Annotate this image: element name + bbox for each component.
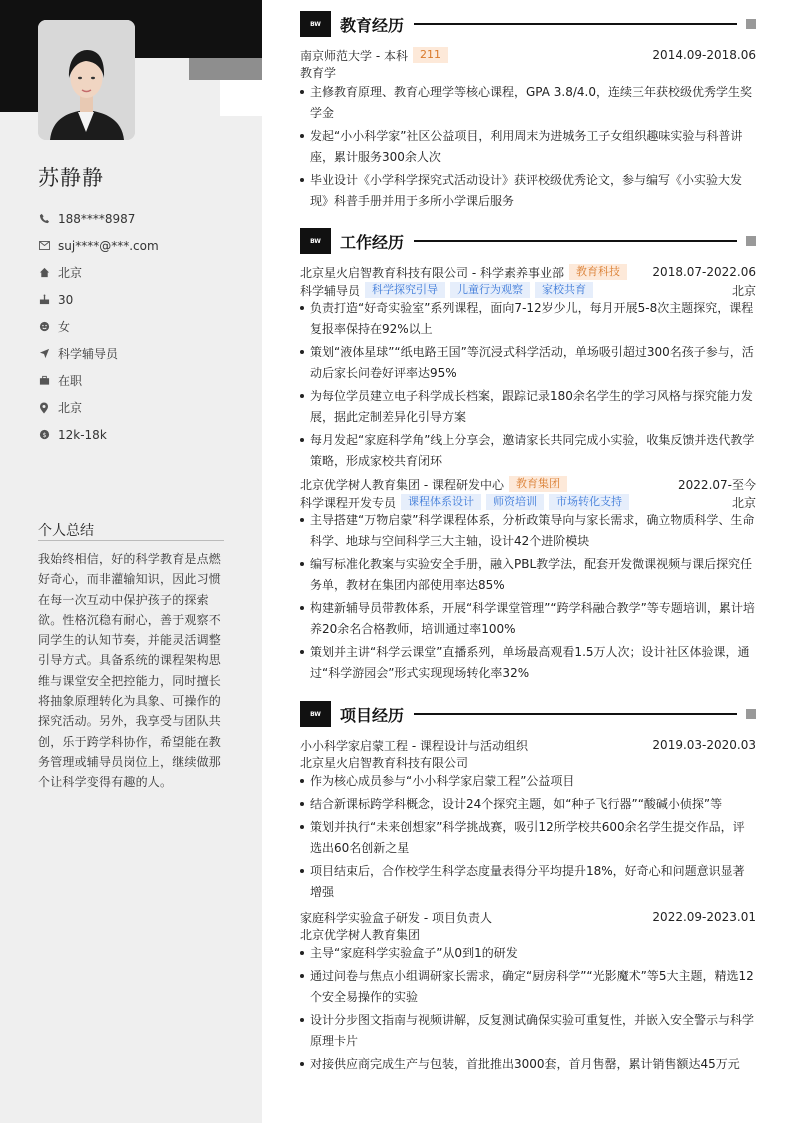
info-location bbox=[38, 394, 248, 421]
contact-info bbox=[38, 205, 248, 448]
section-divider bbox=[414, 713, 737, 715]
project-row bbox=[300, 908, 756, 926]
list-item: 主导搭建“万物启蒙”科学课程体系，分析政策导向与家长需求，确立物质科学、生命科学、地球与空间科学三大主轴，设计42个进阶模块 bbox=[300, 510, 756, 552]
phone-icon bbox=[38, 213, 50, 225]
info-home bbox=[38, 259, 248, 286]
skill-tag: 市场转化支持 bbox=[549, 494, 629, 510]
list-item: 编写标准化教案与实验安全手册，融入PBL教学法，配套开发微课视频与课后探究任务单，教材在集团内部使用率达85% bbox=[300, 554, 756, 596]
industry-tag: 教育科技 bbox=[569, 264, 627, 280]
section-badge: BW bbox=[300, 11, 331, 37]
job-role: 科学辅导员 bbox=[300, 283, 361, 298]
info-text: 北京 bbox=[58, 266, 83, 280]
info-text: 科学辅导员 bbox=[58, 347, 119, 361]
info-text: 北京 bbox=[58, 401, 83, 415]
info-text: 在职 bbox=[58, 374, 83, 388]
project-row bbox=[300, 736, 756, 754]
project-date: 2019.03-2020.03 bbox=[652, 738, 756, 752]
info-text: 女 bbox=[58, 320, 71, 334]
info-text: 12k-18k bbox=[58, 427, 107, 442]
summary-divider bbox=[38, 540, 224, 541]
info-email bbox=[38, 232, 248, 259]
education-section-header bbox=[300, 11, 756, 37]
company-name: 北京星火启智教育科技有限公司 - 科学素养事业部 bbox=[300, 265, 564, 280]
industry-tag: 教育集团 bbox=[509, 476, 567, 492]
job-city: 北京 bbox=[731, 283, 756, 298]
job-role-row bbox=[300, 493, 756, 511]
section-marker bbox=[746, 19, 756, 29]
skill-tag: 课程体系设计 bbox=[401, 494, 481, 510]
section-divider bbox=[414, 23, 737, 25]
list-item: 策划并执行“未来创想家”科学挑战赛，吸引12所学校共600余名学生提交作品，评选出60名创新之星 bbox=[300, 817, 756, 859]
project-org: 北京星火启智教育科技有限公司 bbox=[300, 756, 469, 770]
project-name: 小小科学家启蒙工程 - 课程设计与活动组织 bbox=[300, 738, 528, 753]
list-item: 主修教育原理、教育心理学等核心课程，GPA 3.8/4.0，连续三年获校级优秀学生奖学金 bbox=[300, 82, 756, 124]
info-text: suj****@***.com bbox=[58, 238, 159, 253]
summary-title: 个人总结 bbox=[38, 523, 94, 539]
candidate-name: 苏静静 bbox=[38, 166, 104, 190]
work-section-header bbox=[300, 228, 756, 254]
education-date: 2014.09-2018.06 bbox=[652, 48, 756, 62]
info-text: 188****8987 bbox=[58, 211, 136, 226]
education-row bbox=[300, 46, 756, 64]
info-gender bbox=[38, 313, 248, 340]
list-item: 作为核心成员参与“小小科学家启蒙工程”公益项目 bbox=[300, 771, 756, 792]
section-divider bbox=[414, 240, 737, 242]
major: 教育学 bbox=[300, 66, 337, 80]
summary-text: 我始终相信，好的科学教育是点燃好奇心，而非灌输知识，因此习惯在每一次互动中保护孩子的探索欲。性格沉稳有耐心，善于观察不同学生的认知节奏，并能灵活调整引导方式。具备系统的课程架构思维与课堂安全把控能力，同时擅长将抽象原理转化为具象、可操作的探究活动。另外，我享受与团队共创，乐于跨学科协作，希望能在教务管理或辅导员岗位上，继续做那个让科学变得有趣的人。 bbox=[38, 552, 222, 790]
salary-icon bbox=[38, 429, 50, 441]
education-bullets bbox=[300, 82, 756, 214]
skill-tag: 师资培训 bbox=[486, 494, 544, 510]
skill-tag: 儿童行为观察 bbox=[450, 282, 530, 298]
header-accent-bar bbox=[189, 58, 262, 80]
list-item: 策划并主讲“科学云课堂”直播系列，单场最高观看1.5万人次；设计社区体验课，通过“科学游园会”形式实现现场转化率32% bbox=[300, 642, 756, 684]
list-item: 每月发起“家庭科学角”线上分享会，邀请家长共同完成小实验，收集反馈并迭代教学策略，形成家校共育闭环 bbox=[300, 430, 756, 472]
list-item: 主导“家庭科学实验盒子”从0到1的研发 bbox=[300, 943, 756, 964]
header-decoration bbox=[0, 58, 38, 112]
svg-text:$: $ bbox=[41, 430, 47, 439]
list-item: 毕业设计《小学科学探究式活动设计》获评校级优秀论文，参与编写《小实验大发现》科普手册并用于多所小学课后服务 bbox=[300, 170, 756, 212]
cake-icon bbox=[38, 294, 50, 306]
section-title: 工作经历 bbox=[340, 232, 405, 252]
info-text: 30 bbox=[58, 292, 74, 307]
skill-tag: 家校共育 bbox=[535, 282, 593, 298]
gender-icon bbox=[38, 321, 50, 333]
info-age bbox=[38, 286, 248, 313]
project-org: 北京优学树人教育集团 bbox=[300, 928, 421, 942]
list-item: 发起“小小科学家”社区公益项目，利用周末为进城务工子女组织趣味实验与科普讲座，累计服务300余人次 bbox=[300, 126, 756, 168]
email-icon bbox=[38, 240, 50, 252]
info-phone bbox=[38, 205, 248, 232]
job-role-row bbox=[300, 281, 756, 299]
list-item: 构建新辅导员带教体系，开展“科学课堂管理”“跨学科融合教学”等专题培训，累计培养20余名合格教师，培训通过率100% bbox=[300, 598, 756, 640]
location-icon bbox=[38, 402, 50, 414]
project-name: 家庭科学实验盒子研发 - 项目负责人 bbox=[300, 910, 492, 925]
company-name: 北京优学树人教育集团 - 课程研发中心 bbox=[300, 477, 504, 492]
section-title: 项目经历 bbox=[340, 705, 405, 725]
school-tag: 211 bbox=[413, 47, 448, 63]
info-status bbox=[38, 367, 248, 394]
job-date: 2018.07-2022.06 bbox=[652, 265, 756, 279]
project-bullets bbox=[300, 943, 756, 1077]
send-icon bbox=[38, 348, 50, 360]
list-item: 结合新课标跨学科概念，设计24个探究主题，如“种子飞行器”“酸碱小侦探”等 bbox=[300, 794, 756, 815]
skill-tag: 科学探究引导 bbox=[365, 282, 445, 298]
list-item: 通过问卷与焦点小组调研家长需求，确定“厨房科学”“光影魔术”等5大主题，精选12个安全易操作的实验 bbox=[300, 966, 756, 1008]
list-item: 项目结束后，合作校学生科学态度量表得分平均提升18%，好奇心和问题意识显著增强 bbox=[300, 861, 756, 903]
school-name: 南京师范大学 - 本科 bbox=[300, 48, 408, 63]
project-bullets bbox=[300, 771, 756, 905]
list-item: 负责打造“好奇实验室”系列课程，面向7-12岁少儿，每月开展5-8次主题探究，课程复报率保持在92%以上 bbox=[300, 298, 756, 340]
list-item: 策划“液体星球”“纸电路王国”等沉浸式科学活动，单场吸引超过300名孩子参与，活动后家长问卷好评率达95% bbox=[300, 342, 756, 384]
avatar bbox=[38, 20, 135, 140]
list-item: 设计分步图文指南与视频讲解，反复测试确保实验可重复性，并嵌入安全警示与科学原理卡片 bbox=[300, 1010, 756, 1052]
job-role: 科学课程开发专员 bbox=[300, 495, 397, 510]
home-icon bbox=[38, 267, 50, 279]
project-date: 2022.09-2023.01 bbox=[652, 910, 756, 924]
section-badge: BW bbox=[300, 228, 331, 254]
header-notch bbox=[220, 80, 262, 116]
list-item: 对接供应商完成生产与包装，首批推出3000套，首月售罄，累计销售额达45万元 bbox=[300, 1054, 756, 1075]
briefcase-icon bbox=[38, 375, 50, 387]
job-date: 2022.07-至今 bbox=[678, 477, 756, 492]
job-bullets bbox=[300, 298, 756, 474]
job-row bbox=[300, 263, 756, 281]
section-badge: BW bbox=[300, 701, 331, 727]
info-position bbox=[38, 340, 248, 367]
projects-section-header bbox=[300, 701, 756, 727]
section-marker bbox=[746, 236, 756, 246]
job-row bbox=[300, 475, 756, 493]
job-bullets bbox=[300, 510, 756, 686]
job-city: 北京 bbox=[731, 495, 756, 510]
list-item: 为每位学员建立电子科学成长档案，跟踪记录180余名学生的学习风格与探究能力发展，据此定制差异化引导方案 bbox=[300, 386, 756, 428]
section-title: 教育经历 bbox=[340, 15, 405, 35]
section-marker bbox=[746, 709, 756, 719]
info-salary bbox=[38, 421, 248, 448]
